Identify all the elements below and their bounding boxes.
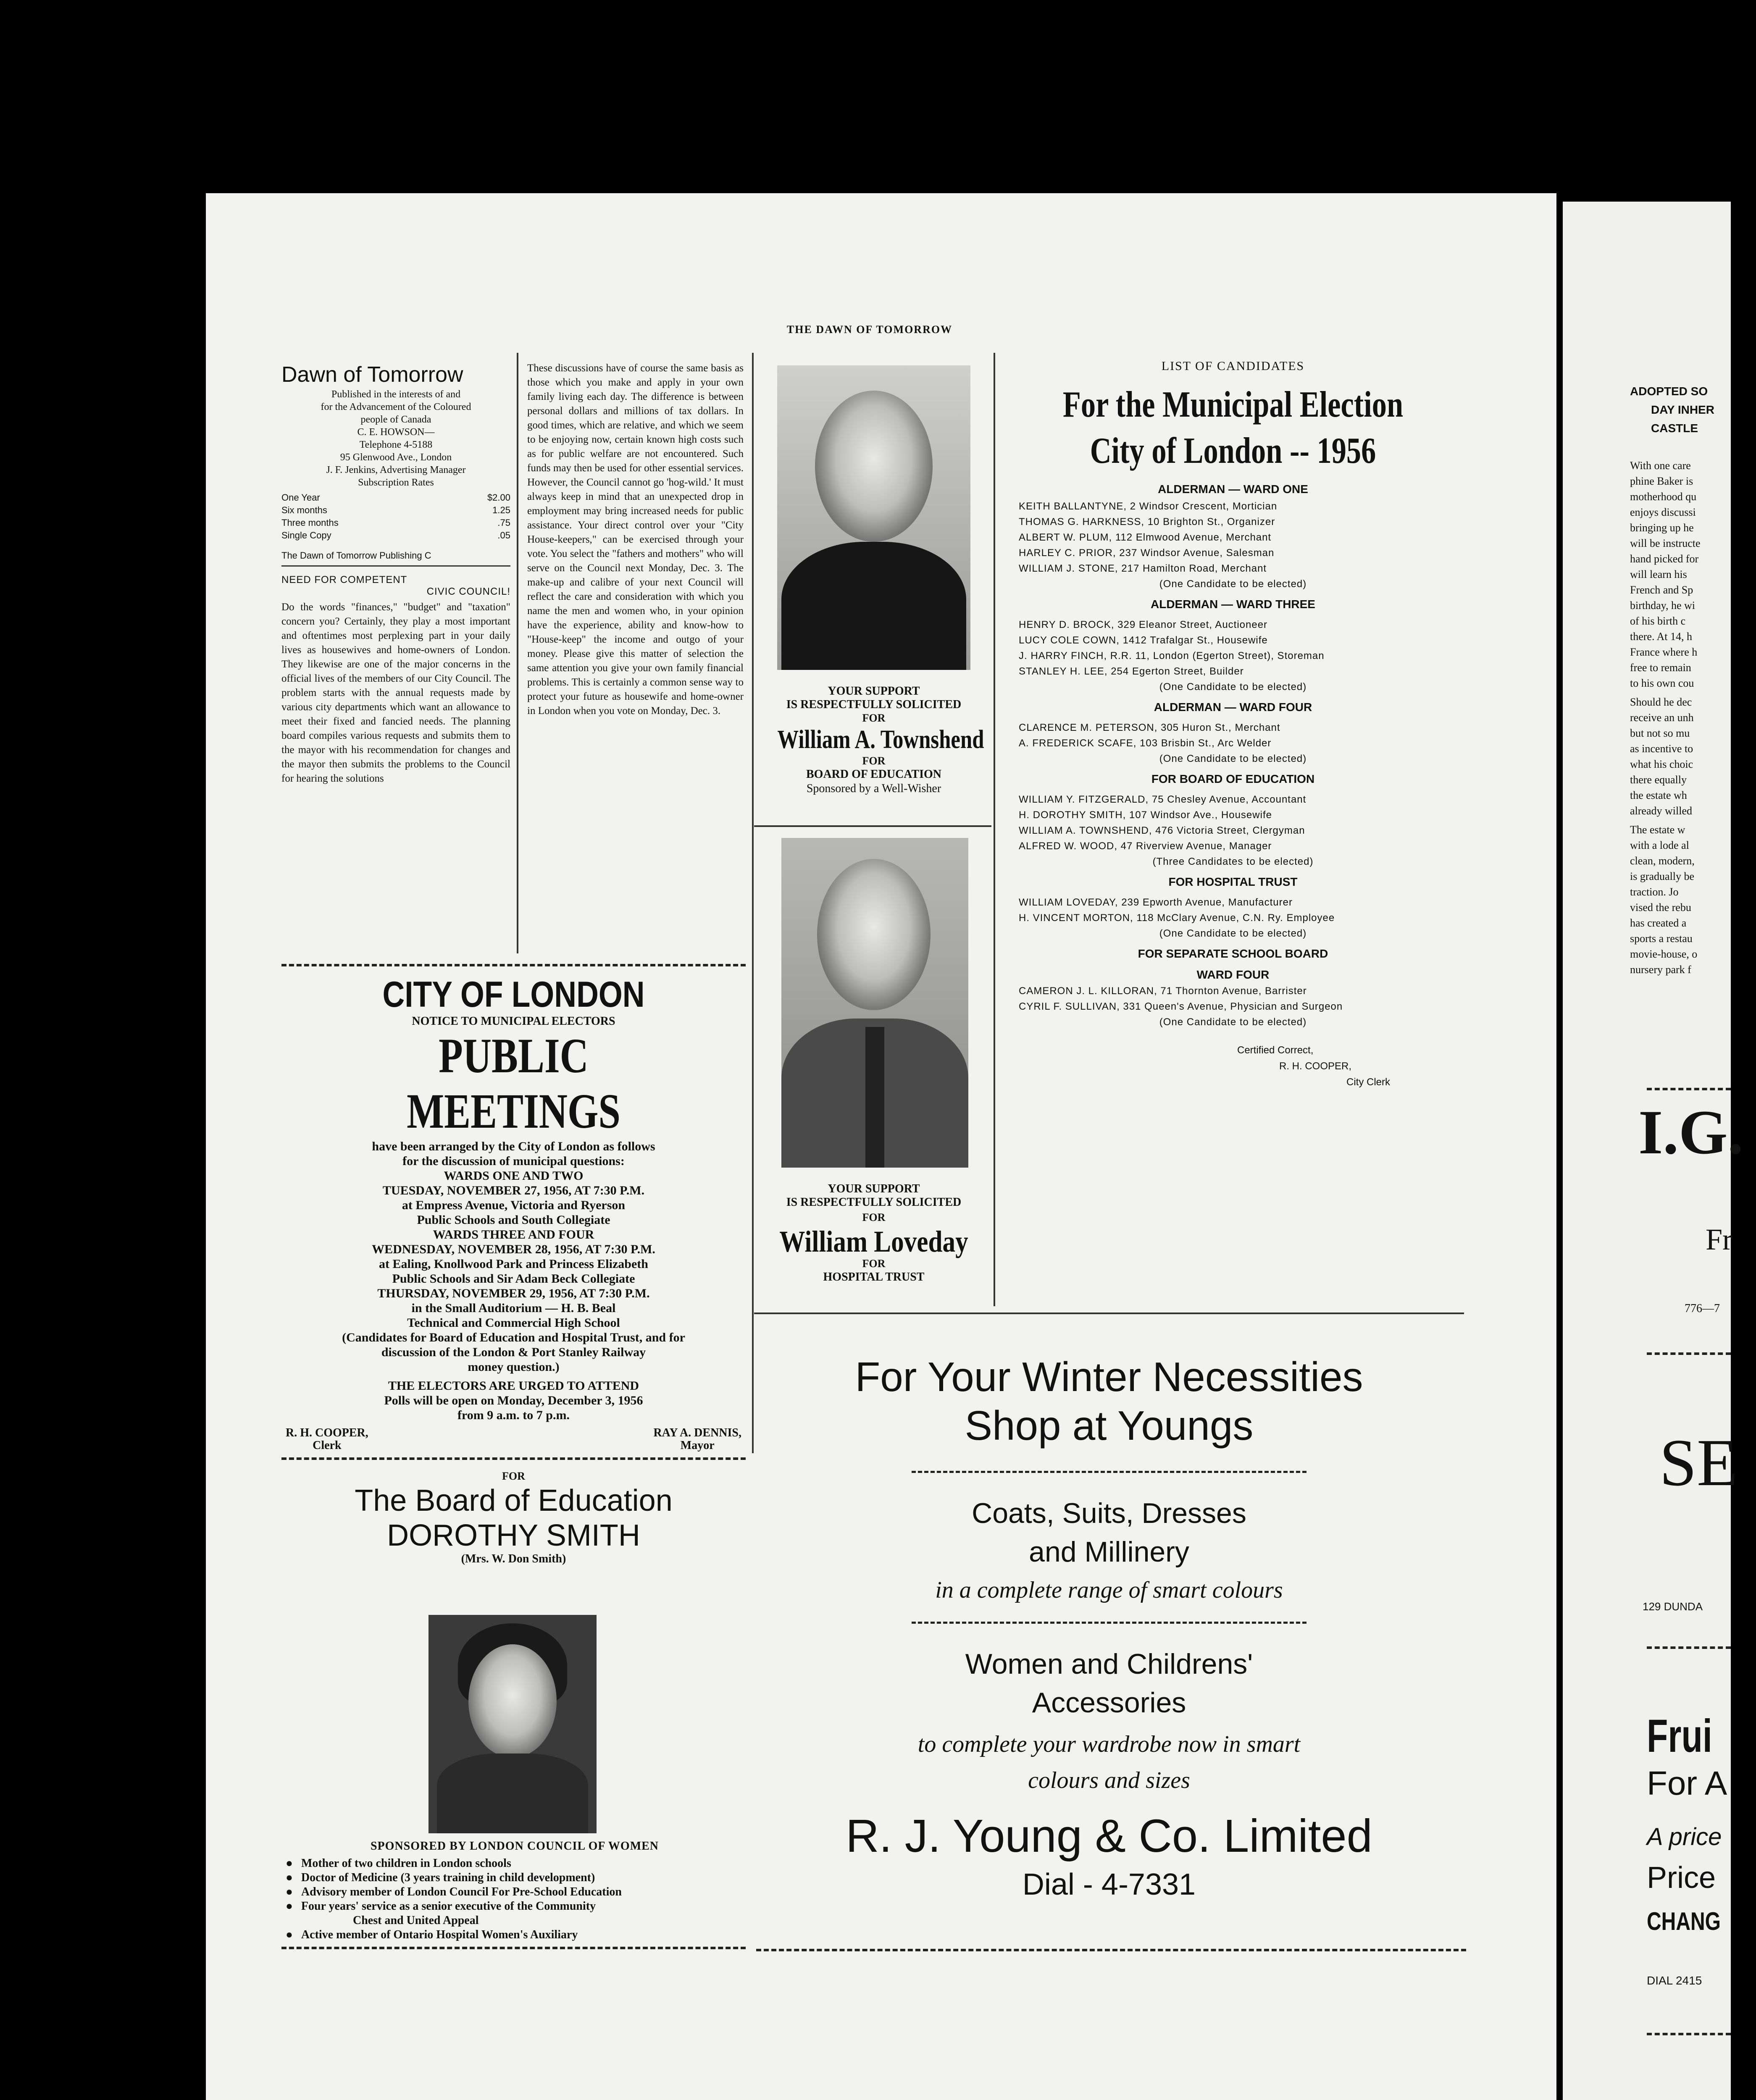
office-label: BOARD OF EDUCATION bbox=[806, 768, 941, 781]
dorothy-smith-ad bbox=[281, 1470, 746, 1566]
editorial-title: CIVIC COUNCIL! bbox=[426, 586, 510, 597]
adjacent-text: receive an unh bbox=[1630, 711, 1694, 724]
adjacent-text: The estate w bbox=[1630, 824, 1685, 836]
candidate-line: WILLIAM LOVEDAY, 239 Epworth Avenue, Manufacturer bbox=[1019, 897, 1293, 908]
separator bbox=[756, 1949, 1466, 1951]
candidate-name: William A. Townshend bbox=[777, 725, 984, 754]
adjacent-heading: DAY INHER bbox=[1651, 403, 1714, 416]
adjacent-text: Should he dec bbox=[1630, 696, 1692, 708]
candidate-line: H. VINCENT MORTON, 118 McClary Avenue, C.N. Ry. Employee bbox=[1019, 912, 1335, 924]
for-label: FOR bbox=[862, 1211, 886, 1223]
candidate-line: LUCY COLE COWN, 1412 Trafalgar St., Housewife bbox=[1019, 635, 1268, 646]
meeting-line: have been arranged by the City of London as follows bbox=[372, 1139, 655, 1153]
section-note: (One Candidate to be elected) bbox=[1159, 1016, 1307, 1028]
notice-line: NOTICE TO MUNICIPAL ELECTORS bbox=[412, 1015, 615, 1028]
meeting-line: for the discussion of municipal questions: bbox=[402, 1154, 625, 1168]
candidate-line: KEITH BALLANTYNE, 2 Windsor Crescent, Mortician bbox=[1019, 501, 1278, 512]
adjacent-text: vised the rebu bbox=[1630, 901, 1691, 914]
public-meetings-heading: PUBLIC MEETINGS bbox=[407, 1028, 620, 1139]
ad-item: and Millinery bbox=[1029, 1536, 1189, 1568]
candidates-list bbox=[1002, 359, 1464, 1090]
board-heading: The Board of Education bbox=[355, 1484, 673, 1517]
city-of-london-heading: CITY OF LONDON bbox=[382, 974, 645, 1015]
column-rule bbox=[517, 353, 518, 953]
adjacent-text: hand picked for bbox=[1630, 553, 1699, 565]
candidate-line: ALFRED W. WOOD, 47 Riverview Avenue, Manager bbox=[1019, 840, 1272, 852]
adjacent-text: traction. Jo bbox=[1630, 886, 1679, 898]
candidate-line: HENRY D. BROCK, 329 Eleanor Street, Auctioneer bbox=[1019, 619, 1268, 630]
ad-item-detail: colours and sizes bbox=[1028, 1767, 1190, 1793]
adjacent-ad-text: SE bbox=[1659, 1425, 1738, 1500]
qualification-item: ● Four years' service as a senior executive of the Community bbox=[286, 1899, 744, 1914]
adjacent-heading: ADOPTED SO bbox=[1630, 385, 1708, 398]
adjacent-text: there. At 14, h bbox=[1630, 630, 1693, 643]
info-line: Published in the interests of and bbox=[331, 389, 461, 400]
adjacent-text: With one care bbox=[1630, 459, 1691, 472]
meeting-line: Technical and Commercial High School bbox=[407, 1316, 620, 1330]
masthead: THE DAWN OF TOMORROW bbox=[786, 323, 953, 336]
adjacent-text: will learn his bbox=[1630, 568, 1687, 580]
section-heading: ALDERMAN — WARD FOUR bbox=[1154, 701, 1312, 714]
townshend-ad bbox=[756, 685, 991, 796]
for-label: FOR bbox=[862, 755, 886, 767]
sponsor-line: SPONSORED BY LONDON COUNCIL OF WOMEN bbox=[370, 1840, 659, 1853]
adjacent-text: will be instructe bbox=[1630, 537, 1701, 549]
adjacent-heading: CASTLE bbox=[1651, 422, 1698, 435]
clerk-name: R. H. COOPER, bbox=[1279, 1060, 1352, 1072]
qualification-item: ● Doctor of Medicine (3 years training in child development) bbox=[286, 1871, 744, 1885]
public-meetings-notice bbox=[281, 974, 746, 1452]
adjacent-ad-text: A price bbox=[1647, 1823, 1722, 1851]
info-line: J. F. Jenkins, Advertising Manager bbox=[326, 465, 466, 475]
editorial-continued: These discussions have of course the same basis as those which you make and apply in your own family living each day. The difference is between personal dollars and millions of tax dollars. In good times, which are relative, and which we seem to be enjoying now, certain known high costs such as for public welfare are not encountered. Such funds may then be used for other essential services. However, the Council cannot go 'hog-wild.' It must always keep in mind that an unexpected drop in employment may bring increased needs for public assistance. Your direct control over your "City House-keepers," can be exercised through your vote. You select the "fathers and mothers" who will serve on the Council next Monday, Dec. 3. The make-up and calibre of your next Council will reflect the care and consideration with which you name the men and women who, in your opinion have the experience, ability and know-how to "House-keep" the income and outgo of your money. Please give this matter of selection the same attention you give your own family financial problems. This is certainly a common sense way to protect your future as housewife and home-owner in London when you vote on Monday, Dec. 3. bbox=[527, 362, 744, 717]
adjacent-text: birthday, he wi bbox=[1630, 599, 1695, 612]
candidate-name: William Loveday bbox=[779, 1225, 968, 1258]
publication-info bbox=[281, 361, 510, 901]
ad-item-detail: to complete your wardrobe now in smart bbox=[917, 1731, 1301, 1757]
rate-row: Six months 1.25 bbox=[281, 505, 510, 515]
company-name: R. J. Young & Co. Limited bbox=[846, 1810, 1372, 1862]
candidate-line: A. FREDERICK SCAFE, 103 Brisbin St., Arc Welder bbox=[1019, 738, 1272, 749]
meeting-line: Public Schools and Sir Adam Beck Collegiate bbox=[392, 1272, 635, 1286]
info-line: for the Advancement of the Coloured bbox=[321, 402, 471, 412]
rule bbox=[754, 1312, 1464, 1314]
separator bbox=[281, 1457, 746, 1460]
column-rule bbox=[752, 353, 754, 1453]
loveday-ad bbox=[756, 1182, 991, 1284]
meeting-line: from 9 a.m. to 7 p.m. bbox=[457, 1408, 570, 1422]
adjacent-ad-text: DIAL 2415 bbox=[1647, 1974, 1702, 1987]
rate-row: One Year $2.00 bbox=[281, 492, 510, 503]
section-heading: FOR BOARD OF EDUCATION bbox=[1151, 772, 1315, 785]
adjacent-page bbox=[1563, 202, 1744, 2100]
candidate-line: CYRIL F. SULLIVAN, 331 Queen's Avenue, Physician and Surgeon bbox=[1019, 1001, 1343, 1012]
adjacent-ad-text: I.G. bbox=[1638, 1097, 1744, 1167]
adjacent-text: but not so mu bbox=[1630, 727, 1690, 739]
qualification-item-cont: Chest and United Appeal bbox=[353, 1914, 479, 1927]
candidate-line: STANLEY H. LEE, 254 Egerton Street, Builder bbox=[1019, 666, 1244, 677]
smith-sponsor-block bbox=[286, 1840, 744, 1942]
support-line: IS RESPECTFULLY SOLICITED bbox=[786, 1196, 962, 1209]
candidate-line: H. DOROTHY SMITH, 107 Windsor Ave., Housewife bbox=[1019, 809, 1272, 821]
adjacent-ad-text: Fr bbox=[1706, 1223, 1733, 1256]
editorial-text: Do the words "finances," "budget" and "taxation" concern you? Certainly, they play a most important and oftentimes most perplexing part in your daily lives as housewives and home-owners of London. They likewise are one of the major concerns in the official lives of the members of our City Council. The problem starts with the annual requests made by various city departments which want an allowance to meet their fixed and fancied needs. The planning board compiles various requests and submits them to the mayor with his recommendation for changes and the mayor then submits the problems to the Council for hearing the solutions bbox=[281, 601, 510, 784]
separator bbox=[281, 1947, 746, 1949]
info-line: Telephone 4-5188 bbox=[359, 439, 433, 450]
signatures: R. H. COOPER, Clerk RAY A. DENNIS, Mayor bbox=[286, 1426, 741, 1452]
meeting-line: WARDS ONE AND TWO bbox=[444, 1169, 584, 1183]
editorial-title: NEED FOR COMPETENT bbox=[281, 574, 407, 585]
adjacent-text: French and Sp bbox=[1630, 584, 1693, 596]
section-heading: FOR HOSPITAL TRUST bbox=[1168, 875, 1298, 888]
adjacent-text: the estate wh bbox=[1630, 789, 1687, 801]
candidate-line: THOMAS G. HARKNESS, 10 Brighton St., Organizer bbox=[1019, 516, 1275, 528]
meeting-line: money question.) bbox=[468, 1360, 560, 1374]
election-subtitle: City of London -- 1956 bbox=[1090, 430, 1376, 471]
meeting-line: in the Small Auditorium — H. B. Beal bbox=[411, 1301, 616, 1315]
ad-item-detail: in a complete range of smart colours bbox=[935, 1577, 1283, 1603]
candidate-line: WILLIAM A. TOWNSHEND, 476 Victoria Street, Clergyman bbox=[1019, 825, 1305, 836]
qualification-item: ● Advisory member of London Council For Pre-School Education bbox=[286, 1885, 744, 1899]
ad-item: Accessories bbox=[1032, 1687, 1186, 1719]
certified-line: Certified Correct, bbox=[1237, 1045, 1314, 1056]
adjacent-text: what his choic bbox=[1630, 758, 1693, 770]
adjacent-text: clean, modern, bbox=[1630, 855, 1695, 867]
adjacent-text: of his birth c bbox=[1630, 615, 1686, 627]
adjacent-text: nursery park f bbox=[1630, 963, 1691, 976]
meeting-line: Public Schools and South Collegiate bbox=[417, 1213, 610, 1227]
meeting-line: WEDNESDAY, NOVEMBER 28, 1956, AT 7:30 P.M. bbox=[372, 1242, 655, 1256]
support-line: YOUR SUPPORT bbox=[828, 1182, 920, 1195]
info-line: Subscription Rates bbox=[358, 477, 434, 488]
townshend-photo bbox=[777, 365, 970, 670]
section-subheading: WARD FOUR bbox=[1196, 968, 1270, 981]
meeting-line: at Ealing, Knollwood Park and Princess Elizabeth bbox=[379, 1257, 648, 1271]
adjacent-text: to his own cou bbox=[1630, 677, 1694, 689]
adjacent-text: as incentive to bbox=[1630, 743, 1693, 755]
candidate-name: DOROTHY SMITH bbox=[387, 1519, 640, 1552]
for-label: FOR bbox=[862, 1257, 886, 1270]
info-line: people of Canada bbox=[360, 414, 431, 425]
election-title: For the Municipal Election bbox=[1062, 384, 1404, 425]
candidate-line: CAMERON J. L. KILLORAN, 71 Thornton Avenue, Barrister bbox=[1019, 985, 1307, 997]
loveday-photo bbox=[781, 838, 968, 1168]
ad-item: Coats, Suits, Dresses bbox=[972, 1497, 1246, 1529]
candidate-line: WILLIAM Y. FITZGERALD, 75 Chesley Avenue, Accountant bbox=[1019, 794, 1306, 805]
adjacent-ad-text: 776—7 bbox=[1685, 1302, 1720, 1315]
adjacent-text: already willed bbox=[1630, 805, 1692, 817]
clerk-title: City Clerk bbox=[1346, 1076, 1391, 1088]
ad-headline: Shop at Youngs bbox=[965, 1402, 1254, 1449]
youngs-ad bbox=[756, 1352, 1462, 1903]
meeting-line: THE ELECTORS ARE URGED TO ATTEND bbox=[388, 1379, 639, 1393]
meeting-line: at Empress Avenue, Victoria and Ryerson bbox=[402, 1198, 626, 1212]
adjacent-text: is gradually be bbox=[1630, 870, 1695, 882]
meeting-line: (Candidates for Board of Education and Hospital Trust, and for bbox=[342, 1331, 685, 1344]
dorothy-smith-photo bbox=[428, 1615, 597, 1833]
publisher-line: The Dawn of Tomorrow Publishing C bbox=[281, 550, 431, 561]
ad-item: Women and Childrens' bbox=[965, 1648, 1253, 1680]
newspaper-page bbox=[206, 193, 1556, 2100]
candidate-line: WILLIAM J. STONE, 217 Hamilton Road, Merchant bbox=[1019, 563, 1267, 574]
adjacent-ad-text: Price bbox=[1647, 1861, 1716, 1895]
candidate-alt-name: (Mrs. W. Don Smith) bbox=[461, 1552, 566, 1565]
rule bbox=[754, 825, 991, 827]
adjacent-text: movie-house, o bbox=[1630, 948, 1698, 960]
adjacent-text: free to remain bbox=[1630, 662, 1691, 674]
meeting-line: WARDS THREE AND FOUR bbox=[433, 1228, 594, 1242]
for-label: FOR bbox=[862, 712, 886, 724]
adjacent-text: there equally bbox=[1630, 774, 1687, 786]
separator bbox=[281, 964, 746, 966]
meeting-line: TUESDAY, NOVEMBER 27, 1956, AT 7:30 P.M. bbox=[382, 1184, 645, 1197]
adjacent-ad-text: 129 DUNDA bbox=[1643, 1600, 1703, 1613]
adjacent-text: France where h bbox=[1630, 646, 1698, 658]
section-note: (Three Candidates to be elected) bbox=[1152, 856, 1314, 867]
ad-headline: For Your Winter Necessities bbox=[855, 1354, 1363, 1400]
section-heading: FOR SEPARATE SCHOOL BOARD bbox=[1138, 947, 1328, 960]
info-line: 95 Glenwood Ave., London bbox=[340, 452, 452, 463]
meeting-line: discussion of the London & Port Stanley Railway bbox=[381, 1345, 646, 1359]
office-label: HOSPITAL TRUST bbox=[823, 1270, 925, 1284]
meeting-line: THURSDAY, NOVEMBER 29, 1956, AT 7:30 P.M. bbox=[377, 1286, 650, 1300]
section-note: (One Candidate to be elected) bbox=[1159, 578, 1307, 590]
column-rule bbox=[994, 353, 995, 1306]
adjacent-ad-text: CHANG bbox=[1647, 1907, 1721, 1935]
section-heading: ALDERMAN — WARD THREE bbox=[1151, 598, 1315, 611]
qualification-item: ● Active member of Ontario Hospital Women's Auxiliary bbox=[286, 1928, 744, 1942]
rate-row: Single Copy .05 bbox=[281, 530, 510, 541]
qualification-item: ● Mother of two children in London schools bbox=[286, 1856, 744, 1871]
section-note: (One Candidate to be elected) bbox=[1159, 928, 1307, 939]
candidate-line: HARLEY C. PRIOR, 237 Windsor Avenue, Salesman bbox=[1019, 547, 1275, 559]
rate-row: Three months .75 bbox=[281, 517, 510, 528]
adjacent-text: motherhood qu bbox=[1630, 491, 1697, 503]
company-phone: Dial - 4-7331 bbox=[1022, 1868, 1196, 1901]
info-line: C. E. HOWSON— bbox=[357, 427, 435, 438]
adjacent-text: with a lode al bbox=[1630, 839, 1689, 851]
section-note: (One Candidate to be elected) bbox=[1159, 753, 1307, 764]
adjacent-ad-text: Frui bbox=[1647, 1710, 1712, 1762]
candidate-line: CLARENCE M. PETERSON, 305 Huron St., Merchant bbox=[1019, 722, 1280, 733]
adjacent-text: has created a bbox=[1630, 917, 1687, 929]
publication-title: Dawn of Tomorrow bbox=[281, 362, 463, 387]
support-line: YOUR SUPPORT bbox=[828, 685, 920, 698]
adjacent-text: phine Baker is bbox=[1630, 475, 1693, 487]
adjacent-text: bringing up he bbox=[1630, 522, 1694, 534]
rates-table bbox=[281, 491, 510, 542]
meeting-line: Polls will be open on Monday, December 3, 1956 bbox=[384, 1394, 643, 1407]
adjacent-text: sports a restau bbox=[1630, 932, 1693, 945]
adjacent-text: enjoys discussi bbox=[1630, 506, 1696, 518]
candidate-line: J. HARRY FINCH, R.R. 11, London (Egerton Street), Storeman bbox=[1019, 650, 1325, 662]
list-header: LIST OF CANDIDATES bbox=[1161, 359, 1305, 373]
for-label: FOR bbox=[502, 1470, 525, 1482]
section-heading: ALDERMAN — WARD ONE bbox=[1158, 483, 1308, 496]
support-line: IS RESPECTFULLY SOLICITED bbox=[786, 698, 962, 711]
section-note: (One Candidate to be elected) bbox=[1159, 681, 1307, 693]
candidate-line: ALBERT W. PLUM, 112 Elmwood Avenue, Merchant bbox=[1019, 532, 1272, 543]
sponsor-line: Sponsored by a Well-Wisher bbox=[806, 782, 941, 795]
adjacent-ad-text: For A bbox=[1647, 1764, 1727, 1802]
